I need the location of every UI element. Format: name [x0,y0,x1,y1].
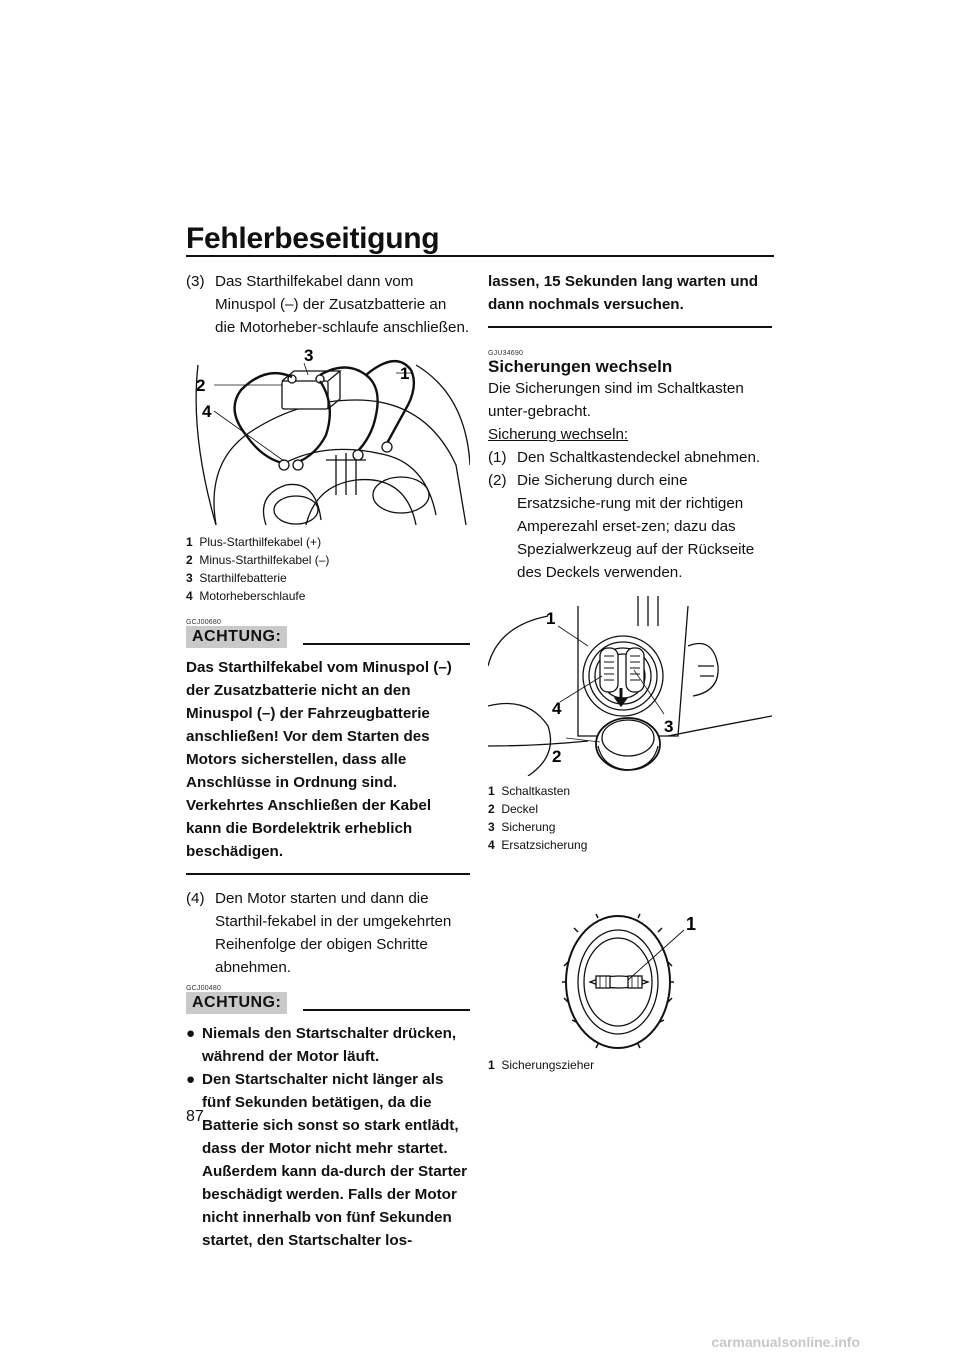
left-column [186,270,470,1252]
legend-item: 1 Schaltkasten [488,784,571,798]
step-3-number: (3) [186,273,205,290]
step-3 [186,270,470,339]
callout-2: 2 [196,376,206,395]
section-code: GJU34690 [488,350,524,357]
warning-1-code: GCJ00680 [186,619,222,626]
warning-2-bullet: ● Den Startschalter nicht länger als fünf Sekunden betätigen, da die Batterie sich sonst so stark entlädt, dass der Motor nicht mehr startet. Außerdem kann da-durch der Starter beschädigt werden. Falls der Motor nicht innerhalb von fünf Sekunden startet, den Startschalter los- [186,1068,470,1252]
legend-item: 2 Minus-Starthilfekabel (–) [186,553,330,567]
warning-1-rule [303,643,470,645]
warning-2-bottom-rule [488,326,772,328]
section-intro: Die Sicherungen sind im Schaltkasten unter-gebracht. [488,380,744,420]
step-4-number: (4) [186,890,205,907]
step-4-text: Den Motor starten und dann die Starthil-fekabel in der umgekehrten Reihenfolge der obigen Schritte abnehmen. [215,890,452,976]
fuse-step-2: (2) Die Sicherung durch eine Ersatzsiche-rung mit der richtigen Amperezahl erset-zen; dazu das Spezialwerkzeug auf der Rückseite des Deckels verwenden. [488,472,755,581]
legend-item: 1 Plus-Starthilfekabel (+) [186,535,322,549]
warning-2-header [186,992,470,1014]
section-subheading: Sicherung wechseln: [488,426,629,443]
bullet-dot: ● [186,1071,196,1088]
section-title: Sicherungen wechseln [488,357,673,376]
section-fuses [488,350,772,584]
warning-1-badge: ACHTUNG: [186,626,287,648]
callout-2: 2 [552,747,562,766]
right-column [488,270,772,1074]
step-3-text: Das Starthilfekabel dann vom Minuspol (–) der Zusatzbatterie an die Motorheber-schlaufe anschließen. [215,273,470,336]
warning-2-bullet: ● Niemals den Startschalter drücken, während der Motor läuft. [186,1022,470,1068]
callout-1: 1 [546,609,556,628]
callout-1: 1 [400,364,410,383]
fuse-step-1: (1) Den Schaltkastendeckel abnehmen. [488,449,761,466]
callout-4: 4 [202,402,212,421]
warning-2-continuation: lassen, 15 Sekunden lang warten und dann nochmals versuchen. [488,273,759,313]
warning-2 [186,985,470,1252]
watermark: carmanualsonline.info [711,1334,860,1350]
legend-item: 4 Ersatzsicherung [488,838,588,852]
page-number: 87 [186,1108,204,1125]
figure-3-legend [488,1056,772,1074]
legend-item: 3 Sicherung [488,820,556,834]
legend-item: 3 Starthilfebatterie [186,571,287,585]
legend-item: 4 Motorheberschlaufe [186,589,306,603]
legend-item: 2 Deckel [488,802,539,816]
legend-item: 1 Sicherungszieher [488,1058,595,1072]
page-title: Fehlerbeseitigung [186,222,440,255]
booster-battery-shape [282,381,328,409]
warning-2-badge: ACHTUNG: [186,992,287,1014]
callout-1: 1 [686,914,697,934]
warning-2-rule [303,1009,470,1011]
title-rule [186,255,774,257]
bullet-dot: ● [186,1025,196,1042]
callout-4: 4 [552,699,562,718]
engine-outline [214,400,466,525]
warning-2-code: GCJ00480 [186,985,222,992]
warning-1-header [186,626,470,648]
figure-jump-start [186,345,470,525]
warning-1-bottom-rule [186,873,470,875]
callout-3: 3 [304,346,314,365]
step-4 [186,887,470,979]
callout-3: 3 [664,717,674,736]
figure-fuse-puller [488,892,772,1052]
figure-1-legend [186,533,470,605]
warning-1 [186,619,470,875]
warning-1-text: Das Starthilfekabel vom Minuspol (–) der Zusatzbatterie nicht an den Minuspol (–) der Fahrzeugbatterie anschließen! Vor dem Starten des Motors sicherstellen, dass alle Anschlüsse in Ordnung sind. Verkehrtes Anschließen der Kabel kann die Bordelektrik erheblich beschädigen. [186,659,452,860]
figure-fuse-box [488,596,772,776]
figure-2-legend [488,782,772,854]
